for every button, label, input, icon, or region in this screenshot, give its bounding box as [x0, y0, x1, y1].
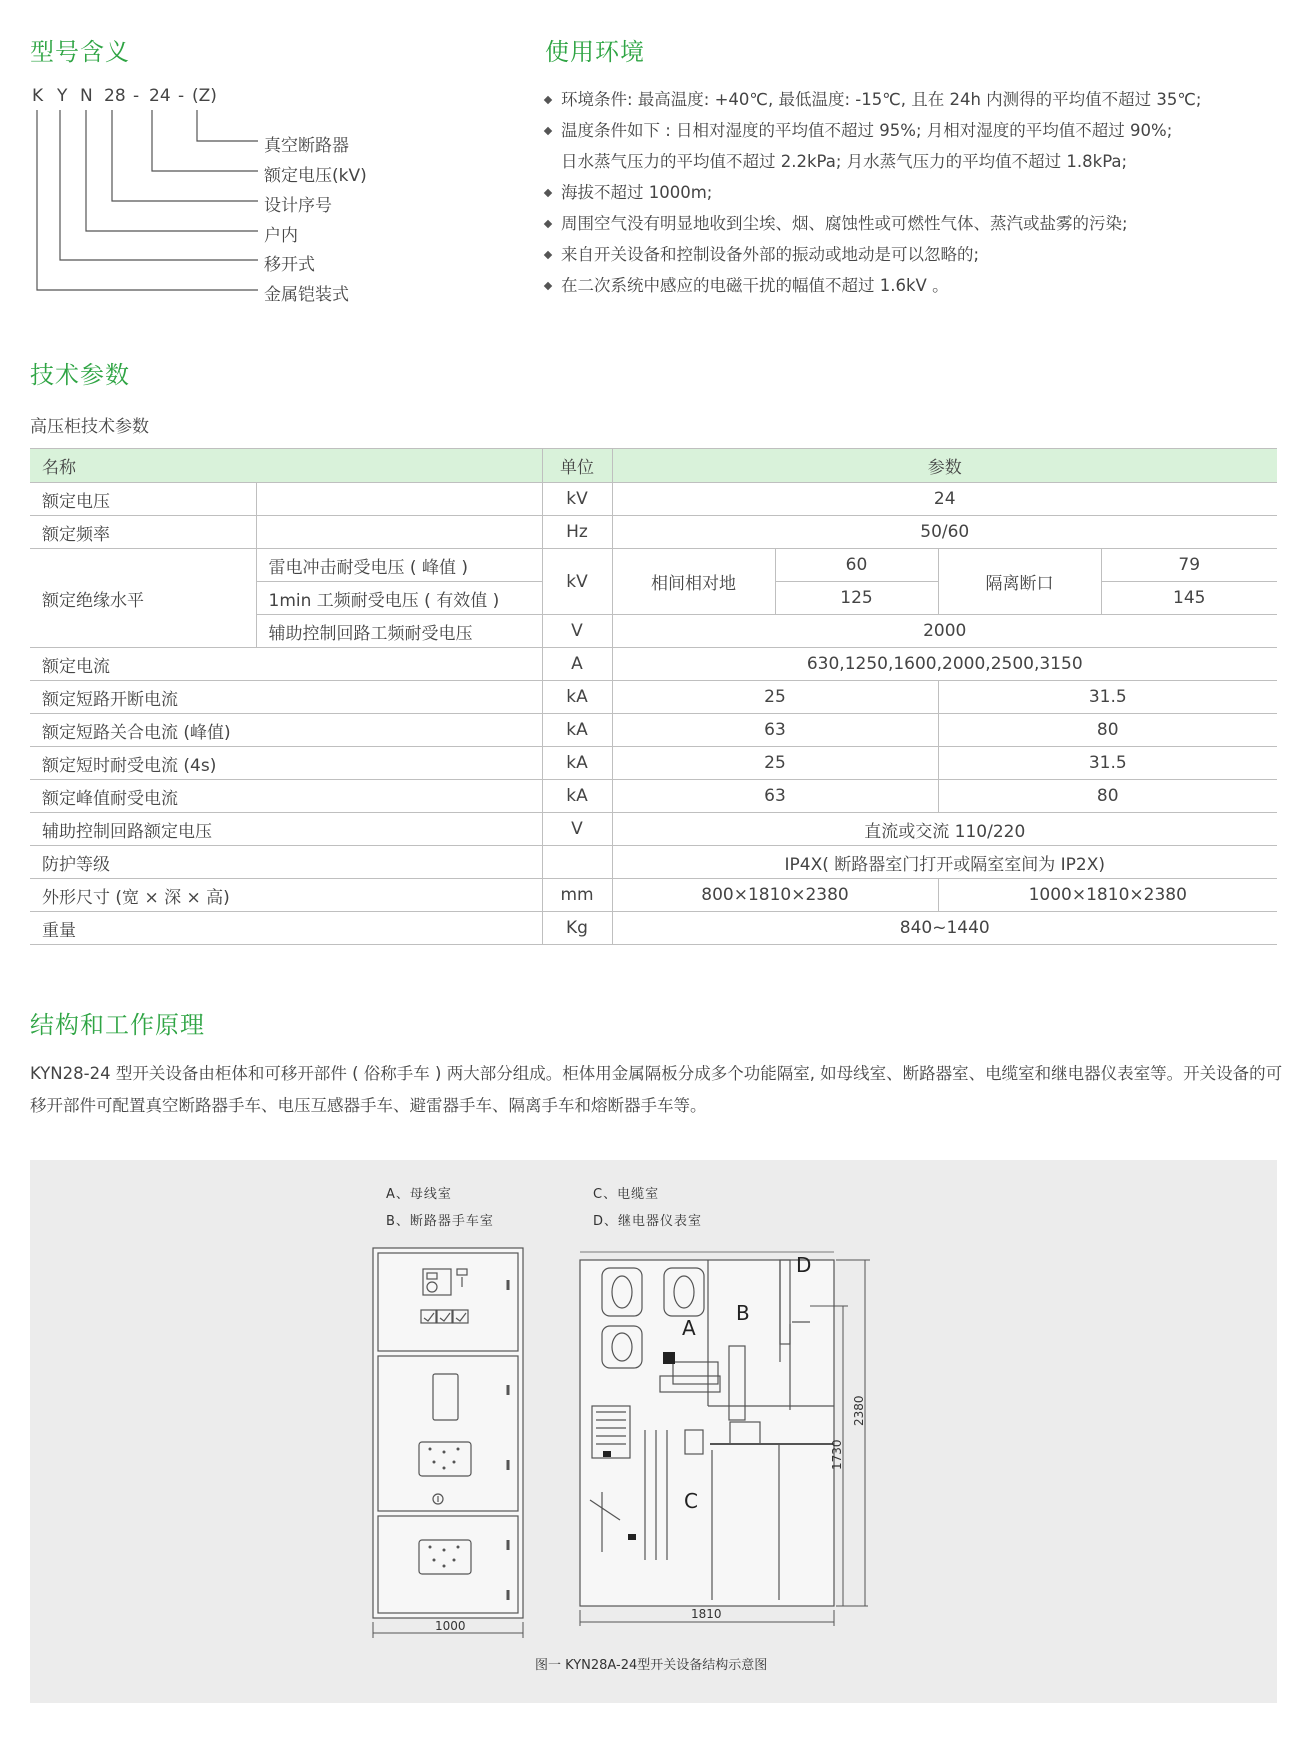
row-name: 额定电压	[30, 483, 256, 516]
row-unit: Hz	[542, 516, 612, 549]
row-name: 额定频率	[30, 516, 256, 549]
row-subname: 1min 工频耐受电压 ( 有效值 )	[256, 582, 542, 615]
row-unit: Kg	[542, 912, 612, 945]
model-code-letter: -	[133, 86, 140, 106]
env-list-item-continued: 日水蒸气压力的平均值不超过 2.2kPa; 月水蒸气压力的平均值不超过 1.8kPa;	[561, 152, 1128, 171]
figure-caption: 图一 KYN28A-24型开关设备结构示意图	[535, 1658, 768, 1673]
env-list	[545, 84, 1285, 301]
row-unit: kA	[542, 681, 612, 714]
env-list-item: 环境条件: 最高温度: +40℃, 最低温度: -15℃, 且在 24h 内测得的平均值不超过 35℃;	[545, 84, 1285, 115]
table-header-row	[30, 449, 1277, 483]
structure-section-title: 结构和工作原理	[30, 1011, 205, 1039]
row-blank	[256, 516, 542, 549]
row-unit: A	[542, 648, 612, 681]
tech-section-title: 技术参数	[30, 361, 130, 389]
row-blank	[256, 483, 542, 516]
table-row	[30, 813, 1277, 846]
isolation-value: 145	[1101, 582, 1277, 615]
row-value: 1000×1810×2380	[938, 879, 1277, 912]
model-code-letter: 24	[149, 86, 171, 106]
table-row	[30, 714, 1277, 747]
figure-legend-c: C、电缆室	[593, 1187, 660, 1202]
row-name: 额定峰值耐受电流	[30, 780, 542, 813]
env-list-item: 周围空气没有明显地收到尘埃、烟、腐蚀性或可燃性气体、蒸汽或盐雾的污染;	[545, 208, 1285, 239]
row-value: 63	[612, 714, 938, 747]
model-label-design-number: 设计序号	[264, 196, 332, 216]
row-unit: kA	[542, 714, 612, 747]
side-view	[580, 1252, 834, 1606]
table-row	[30, 648, 1277, 681]
row-value: 2000	[612, 615, 1277, 648]
model-code-letter: N	[80, 86, 93, 106]
env-list-item: 在二次系统中感应的电磁干扰的幅值不超过 1.6kV 。	[545, 270, 1285, 301]
row-unit: kA	[542, 747, 612, 780]
compartment-a-label: A	[682, 1316, 696, 1340]
model-label-vacuum-breaker: 真空断路器	[264, 136, 349, 156]
row-unit: V	[542, 615, 612, 648]
row-value: 50/60	[612, 516, 1277, 549]
row-name: 辅助控制回路额定电压	[30, 813, 542, 846]
row-value: 63	[612, 780, 938, 813]
row-value: 630,1250,1600,2000,2500,3150	[612, 648, 1277, 681]
table-caption: 高压柜技术参数	[30, 417, 149, 437]
switchgear-drawing	[30, 1160, 1277, 1703]
row-name: 防护等级	[30, 846, 542, 879]
row-unit: kV	[542, 549, 612, 615]
row-name: 额定短时耐受电流 (4s)	[30, 747, 542, 780]
env-list-item: 来自开关设备和控制设备外部的振动或地动是可以忽略的;	[545, 239, 1285, 270]
structure-paragraph: KYN28-24 型开关设备由柜体和可移开部件 ( 俗称手车 ) 两大部分组成。柜体用金属隔板分成多个功能隔室, 如母线室、断路器室、电缆室和继电器仪表室等。开关设备的可移开部件可配置真空断路器手车、电压互感器手车、避雷器手车、隔离手车和熔断器手车等。	[30, 1064, 1283, 1115]
figure-legend-b: B、断路器手车室	[386, 1214, 494, 1229]
bullet-icon	[544, 220, 552, 228]
row-name: 重量	[30, 912, 542, 945]
row-unit: kV	[542, 483, 612, 516]
row-name: 额定绝缘水平	[30, 549, 256, 648]
table-row	[30, 681, 1277, 714]
row-value: 直流或交流 110/220	[612, 813, 1277, 846]
model-label-metal-clad: 金属铠装式	[264, 285, 349, 305]
table-row	[30, 879, 1277, 912]
bullet-icon	[544, 282, 552, 290]
phase-label: 相间相对地	[612, 549, 775, 615]
compartment-c-label: C	[684, 1489, 698, 1513]
row-subname: 辅助控制回路工频耐受电压	[256, 615, 542, 648]
height-label-2380: 2380	[852, 1395, 866, 1426]
env-section-title: 使用环境	[545, 38, 645, 66]
row-unit	[542, 846, 612, 879]
row-value: 31.5	[938, 681, 1277, 714]
row-value: 24	[612, 483, 1277, 516]
model-label-withdrawable: 移开式	[264, 255, 315, 275]
env-list-item: 海拔不超过 1000m;	[545, 177, 1285, 208]
compartment-b-label: B	[736, 1301, 750, 1325]
row-value: 25	[612, 681, 938, 714]
env-list-item: 温度条件如下 : 日相对湿度的平均值不超过 95%; 月相对湿度的平均值不超过 90%;	[545, 115, 1285, 146]
model-code-letter: (Z)	[192, 86, 217, 106]
table-header-name: 名称	[30, 449, 542, 483]
row-name: 额定电流	[30, 648, 542, 681]
table-row	[30, 483, 1277, 516]
compartment-d-label: D	[796, 1253, 812, 1277]
model-code-letter: -	[178, 86, 185, 106]
row-value: 31.5	[938, 747, 1277, 780]
bullet-icon	[544, 189, 552, 197]
height-label-1730: 1730	[830, 1439, 844, 1470]
bullet-icon	[544, 251, 552, 259]
model-code-letter: Y	[57, 86, 68, 106]
table-header-param: 参数	[612, 449, 1277, 483]
row-value: 840~1440	[612, 912, 1277, 945]
table-header-unit: 单位	[542, 449, 612, 483]
model-code-letter: K	[32, 86, 44, 106]
spec-table	[30, 448, 1277, 945]
front-view	[373, 1248, 523, 1618]
side-depth-label: 1810	[691, 1607, 722, 1621]
model-connector-lines	[0, 0, 420, 320]
structure-figure	[30, 1160, 1277, 1703]
bullet-icon	[544, 127, 552, 135]
model-code-letter: 28	[104, 86, 126, 106]
row-name: 额定短路开断电流	[30, 681, 542, 714]
row-unit: kA	[542, 780, 612, 813]
row-value: 800×1810×2380	[612, 879, 938, 912]
model-label-rated-voltage: 额定电压(kV)	[264, 166, 367, 186]
table-row	[30, 747, 1277, 780]
isolation-label: 隔离断口	[938, 549, 1101, 615]
bullet-icon	[544, 96, 552, 104]
phase-value: 125	[775, 582, 938, 615]
model-label-indoor: 户内	[264, 226, 298, 246]
row-unit: V	[542, 813, 612, 846]
row-name: 额定短路关合电流 (峰值)	[30, 714, 542, 747]
table-row	[30, 912, 1277, 945]
model-section-title: 型号含义	[30, 38, 130, 66]
table-row	[30, 846, 1277, 879]
front-width-label: 1000	[435, 1619, 466, 1633]
figure-legend-a: A、母线室	[386, 1187, 452, 1202]
row-unit: mm	[542, 879, 612, 912]
row-value: 80	[938, 714, 1277, 747]
row-value: 80	[938, 780, 1277, 813]
phase-value: 60	[775, 549, 938, 582]
isolation-value: 79	[1101, 549, 1277, 582]
row-name: 外形尺寸 (宽 × 深 × 高)	[30, 879, 542, 912]
row-value: IP4X( 断路器室门打开或隔室室间为 IP2X)	[612, 846, 1277, 879]
row-subname: 雷电冲击耐受电压 ( 峰值 )	[256, 549, 542, 582]
table-row	[30, 549, 1277, 582]
row-value: 25	[612, 747, 938, 780]
table-row	[30, 516, 1277, 549]
figure-legend-d: D、继电器仪表室	[593, 1214, 703, 1229]
table-row	[30, 780, 1277, 813]
